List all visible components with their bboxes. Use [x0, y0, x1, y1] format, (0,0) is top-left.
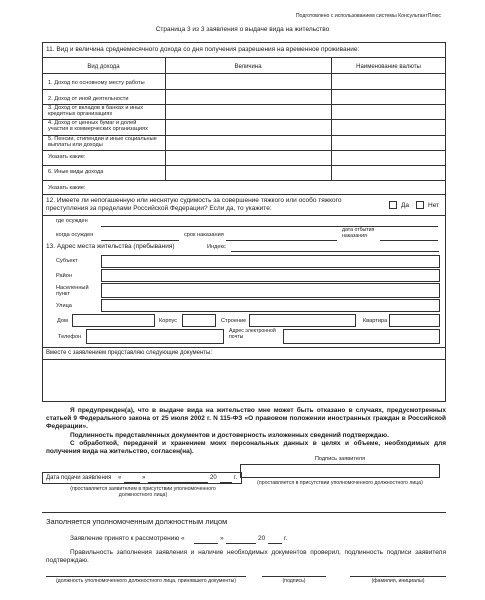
specify-label-1: Указать какие: [48, 154, 86, 160]
checkbox-no-label: Нет [428, 202, 440, 209]
income-row-3: 3. Доход от вкладов в банках и иных кредитных организациях [48, 105, 144, 117]
official-check-text: Правильность заполнения заявления и наличие необходимых документов проверил, подлинность подписи заявителя подтверждаю. [46, 549, 446, 564]
official-title: Заполняется уполномоченным должностным лицом [46, 517, 228, 526]
signature-note: (проставляется в присутствии уполномоченного должностного лица) [257, 480, 423, 486]
accepted-label: Заявление принято к рассмотрению « [70, 535, 185, 542]
subject-label: Субъект [56, 258, 78, 264]
date-filed-close-quote: » [142, 475, 146, 481]
official-signature-caption: (подпись) [282, 578, 306, 584]
index-label: Индекс [207, 244, 226, 250]
accepted-year: 20 [258, 535, 266, 542]
income-row-6: 6. Иные виды дохода [48, 169, 104, 175]
section13-title: 13. Адрес места жительства (пребывания) [46, 243, 175, 250]
column-currency: Наименование валюты [356, 64, 421, 70]
served-date-label: дата отбытия наказания [342, 227, 375, 239]
checkbox-yes-label: Да [401, 202, 410, 209]
income-row-2: 2. Доход от иной деятельности [48, 96, 129, 102]
subject-field[interactable] [101, 255, 440, 268]
confirm-text: Подлинность представленных документов и достоверность изложенных сведений подтверждаю. [70, 432, 389, 439]
date-filed-note: (проставляется заявителем в присутствии уполномоченного должностного лица) [70, 486, 216, 498]
page-title: Страница 3 из 3 заявления о выдаче вида на жительство [155, 26, 330, 33]
section11-title: 11. Вид и величина среднемесячного дохода со дня получения разрешения на временное проживание: [46, 46, 360, 53]
date-filed-open-quote: « [118, 475, 122, 481]
locality-label: Населенный пункт [56, 285, 89, 298]
consent-text: С обработкой, передачей и хранением моих персональных данных в целях и объеме, необходимых для получения вида на жительство, согласен(на). [46, 440, 446, 455]
signature-field[interactable] [240, 464, 440, 478]
building-field[interactable] [182, 314, 216, 327]
district-field[interactable] [101, 269, 440, 282]
phone-label: Телефон [58, 334, 82, 340]
district-label: Район [56, 273, 72, 279]
header-note: Подготовлено с использованием системы КонсультантПлюс [295, 13, 441, 19]
flat-label: Квартира [363, 318, 388, 324]
flat-field[interactable] [389, 314, 440, 327]
street-field[interactable] [101, 299, 440, 312]
column-income-type: Вид дохода [87, 64, 120, 70]
section12-question: 12. Имеете ли непогашенную или неснятую судимость за совершение тяжкого или особо тяжкого преступления за пределами Российской Федерации? Если да, то укажите: [46, 197, 342, 212]
date-filed-year: 20 [210, 475, 217, 481]
sentence-term-label: срок наказания [184, 232, 224, 238]
structure-label: Строение [221, 318, 247, 324]
attached-documents-label: Вместе с заявлением представляю следующие документы: [46, 350, 213, 356]
checkbox-yes[interactable] [389, 201, 397, 209]
date-filed-label: Дата подачи заявления [46, 475, 112, 481]
email-label: Адрес электронной почты [229, 328, 276, 340]
income-row-1: 1. Доход по основному месту работы [48, 80, 145, 86]
phone-field[interactable] [86, 329, 224, 344]
accepted-g: г. [284, 535, 288, 542]
checkbox-no[interactable] [416, 201, 424, 209]
official-name-caption: (фамилия, инициалы) [371, 578, 425, 584]
accepted-close-quote: » [220, 535, 224, 542]
street-label: Улица [56, 303, 72, 309]
house-label: Дом [57, 318, 68, 324]
signature-label: Подпись заявителя [314, 456, 366, 462]
date-filed-g: г. [234, 475, 238, 481]
warning-text: Я предупрежден(а), что в выдаче вида на жительство мне может быть отказано в случаях, предусмотренных статьей 9 Федерального закона от 25 июля 2002 г. N 115-ФЗ «О правовом положении иностранных граждан в Российской Федерации». [46, 407, 446, 430]
official-position-caption: (должность уполномоченного должностного лица, принявшего документы) [55, 578, 237, 584]
locality-field[interactable] [101, 283, 440, 298]
income-row-4: 4. Доход от ценных бумаг и долей участия в коммерческих организациях [48, 120, 148, 132]
convicted-where-label: где осужден [56, 218, 88, 224]
specify-label-2: Указать какие: [48, 185, 86, 191]
convicted-when-label: когда осужден [56, 232, 94, 238]
income-row-5: 5. Пенсии, стипендии и иные социальные выплаты или доходы [48, 136, 157, 148]
email-field[interactable] [283, 329, 440, 344]
house-field[interactable] [72, 314, 155, 327]
building-label: Корпус [159, 318, 178, 324]
column-amount: Величина [234, 64, 262, 70]
structure-field[interactable] [249, 314, 356, 327]
